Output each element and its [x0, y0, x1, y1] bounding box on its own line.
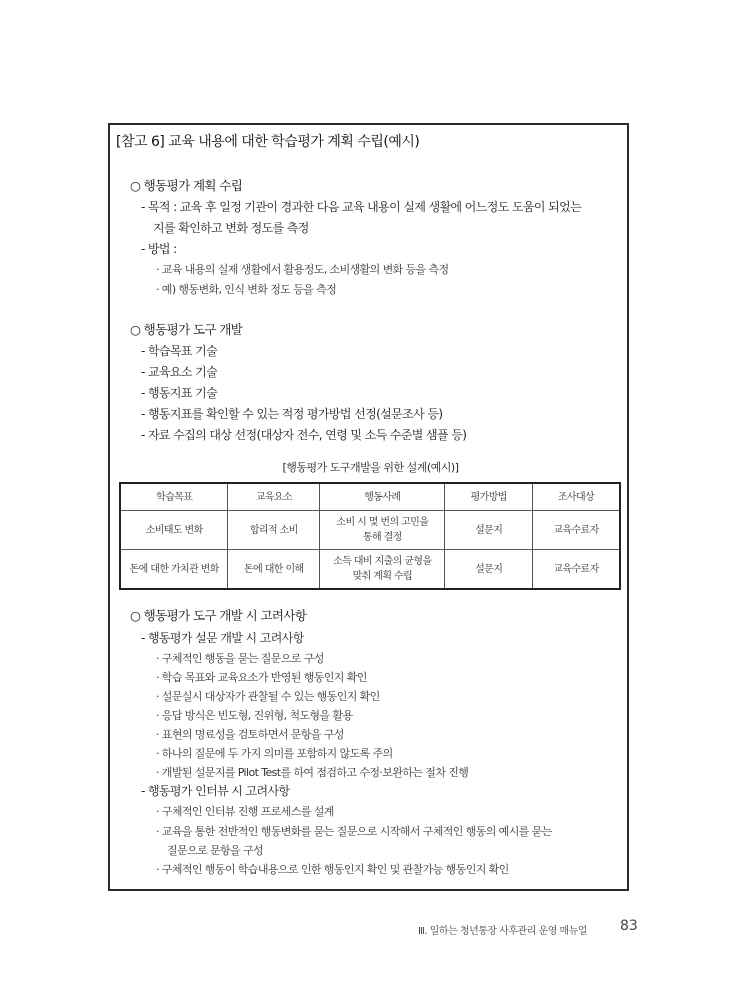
survey-item: · 하나의 질문에 두 가지 의미를 포함하지 않도록 주의	[156, 747, 393, 760]
table-cell: 교육수료자	[532, 550, 620, 590]
method-label: - 방법 :	[141, 242, 177, 256]
purpose-line-2: 지를 확인하고 변화 정도를 측정	[153, 221, 309, 235]
table-header: 평가방법	[445, 483, 533, 511]
section-heading-tool: ○ 행동평가 도구 개발	[130, 322, 243, 337]
interview-item: · 교육을 통한 전반적인 행동변화를 묻는 질문으로 시작해서 구체적인 행동의 예시를 묻는	[156, 825, 552, 838]
table-header-row	[120, 483, 620, 511]
tool-item: - 교육요소 기술	[141, 365, 218, 379]
table-cell: 돈에 대한 가치관 변화	[120, 550, 228, 590]
section-heading-plan: ○ 행동평가 계획 수립	[130, 178, 243, 193]
tool-item: - 행동지표 기술	[141, 386, 218, 400]
table-header: 조사대상	[532, 483, 620, 511]
cell-line: 통해 결정	[362, 532, 402, 543]
table-cell: 돈에 대한 이해	[228, 550, 320, 590]
table-header: 행동사례	[320, 483, 445, 511]
method-item: · 예) 행동변화, 인식 변화 정도 등을 측정	[156, 283, 337, 296]
table-cell: 설문지	[445, 511, 533, 550]
table-cell: 합리적 소비	[228, 511, 320, 550]
table-cell	[320, 511, 445, 550]
table-cell: 소비태도 변화	[120, 511, 228, 550]
running-footer: Ⅲ. 일하는 청년통장 사후관리 운영 매뉴얼	[418, 926, 588, 937]
purpose-line-1: - 목적 : 교육 후 일정 기관이 경과한 다음 교육 내용이 실제 생활에 어느정도 도움이 되었는	[141, 200, 582, 214]
tool-item: - 행동지표를 확인할 수 있는 적정 평가방법 선정(설문조사 등)	[141, 407, 443, 421]
cell-line: 맞춰 계획 수립	[352, 571, 413, 582]
table-header: 학습목표	[120, 483, 228, 511]
survey-subheading: - 행동평가 설문 개발 시 고려사항	[141, 631, 304, 645]
tool-item: - 학습목표 기술	[141, 344, 218, 358]
survey-item: · 설문실시 대상자가 관찰될 수 있는 행동인지 확인	[156, 690, 380, 703]
page-number: 83	[620, 918, 638, 934]
survey-item: · 학습 목표와 교육요소가 반영된 행동인지 확인	[156, 671, 367, 684]
table-cell: 교육수료자	[532, 511, 620, 550]
interview-item: · 구체적인 행동이 학습내용으로 인한 행동인지 확인 및 관찰가능 행동인지 확인	[156, 863, 509, 876]
method-item: · 교육 내용의 실제 생활에서 활용정도, 소비생활의 변화 등을 측정	[156, 263, 449, 276]
interview-subheading: - 행동평가 인터뷰 시 고려사항	[141, 784, 290, 798]
interview-item: · 구체적인 인터뷰 진행 프로세스를 설계	[156, 805, 334, 818]
table-cell: 설문지	[445, 550, 533, 590]
section-heading-considerations: ○ 행동평가 도구 개발 시 고려사항	[130, 608, 307, 623]
table-cell	[320, 550, 445, 590]
survey-item: · 응답 방식은 빈도형, 진위형, 척도형을 활용	[156, 709, 353, 722]
table-row	[120, 550, 620, 590]
table-row	[120, 511, 620, 550]
cell-line: 소득 대비 지출의 균형을	[333, 556, 432, 567]
table-header: 교육요소	[228, 483, 320, 511]
survey-item: · 표현의 명료성을 검토하면서 문항을 구성	[156, 728, 344, 741]
table-caption: [행동평가 도구개발을 위한 설계(예시)]	[282, 461, 459, 474]
cell-line: 소비 시 몇 번의 고민을	[336, 517, 429, 528]
design-table	[119, 482, 621, 590]
survey-item: · 구체적인 행동을 묻는 질문으로 구성	[156, 652, 324, 665]
survey-item: · 개발된 설문지를 Pilot Test를 하여 점검하고 수정·보완하는 절차 진행	[156, 766, 469, 779]
box-title: [참고 6] 교육 내용에 대한 학습평가 계획 수립(예시)	[116, 134, 420, 150]
tool-item: - 자료 수집의 대상 선정(대상자 전수, 연령 및 소득 수준별 샘플 등)	[141, 428, 467, 442]
interview-item-continued: 질문으로 문항을 구성	[167, 844, 264, 857]
